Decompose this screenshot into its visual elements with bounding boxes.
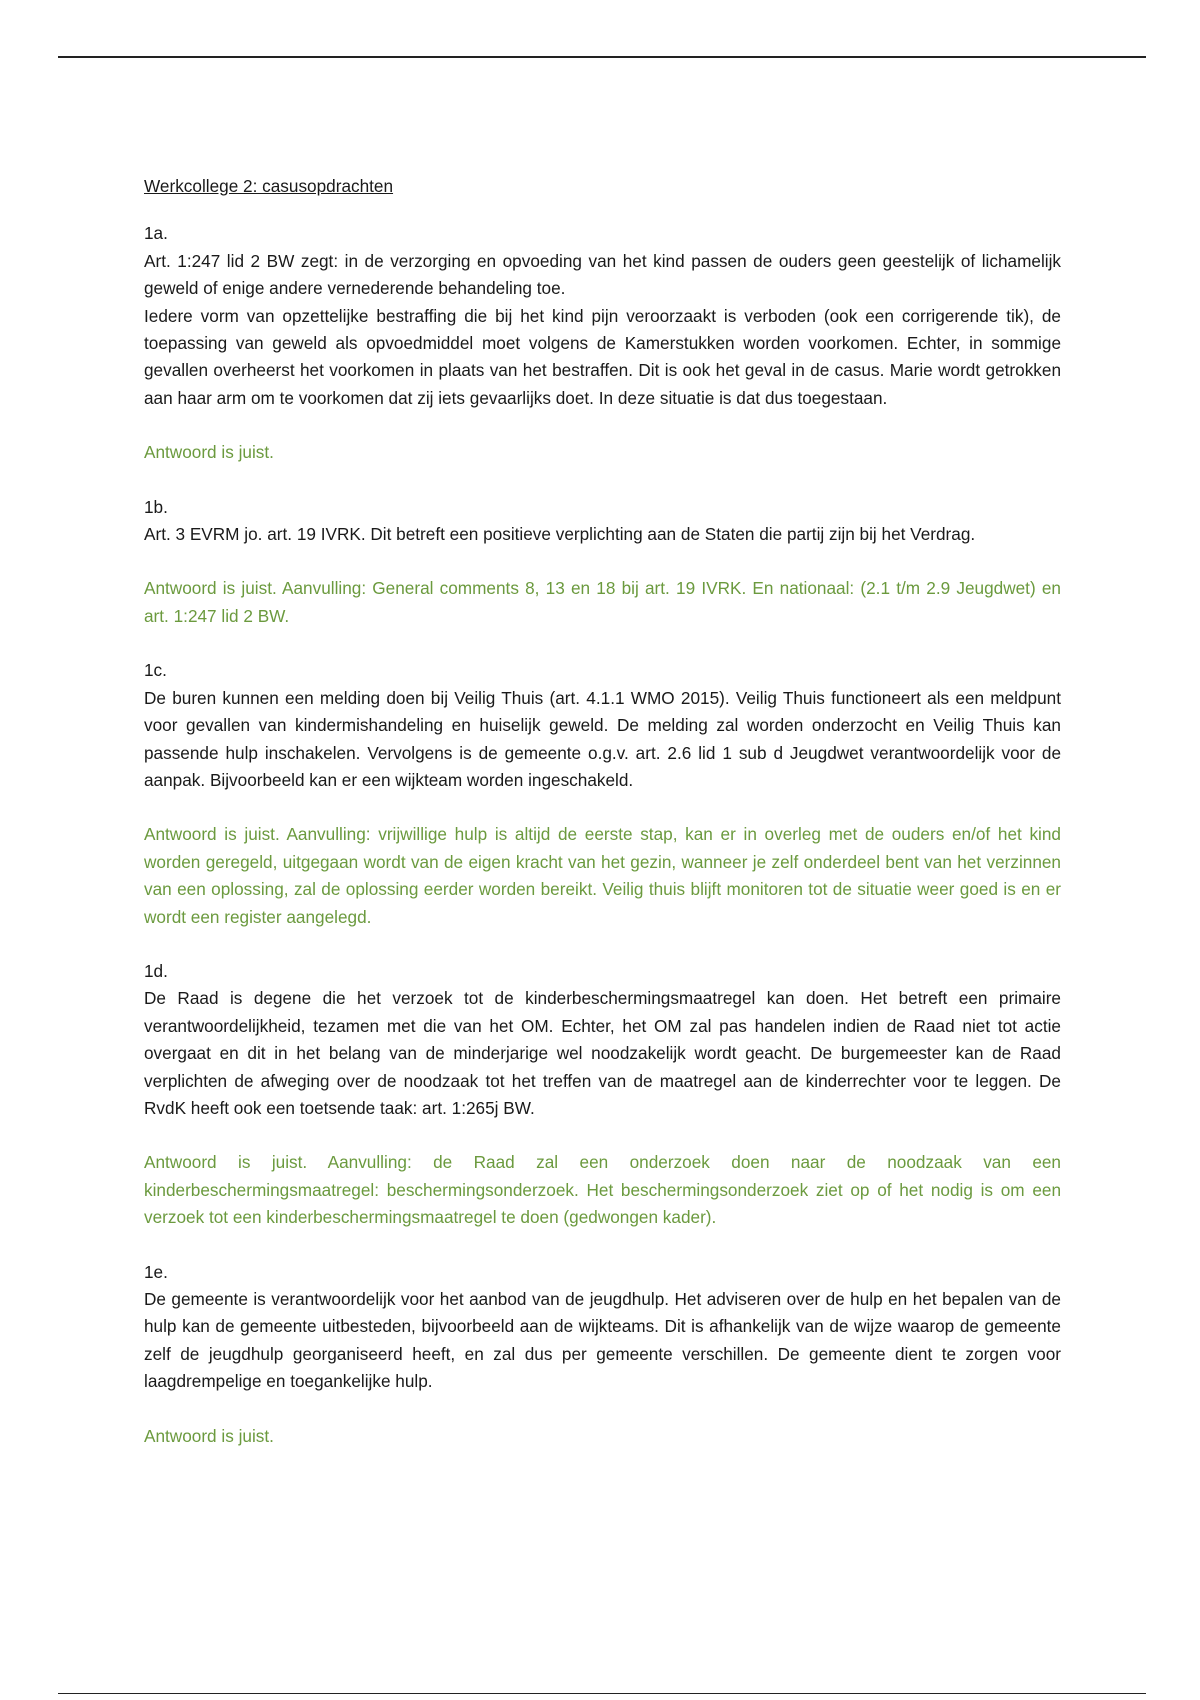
section-1b bbox=[144, 494, 1061, 631]
section-1e bbox=[144, 1259, 1061, 1450]
section-label: 1d. bbox=[144, 960, 168, 981]
section-label: 1b. bbox=[144, 496, 168, 517]
section-1c bbox=[144, 657, 1061, 931]
document-page bbox=[144, 173, 1061, 1450]
answer-feedback: Antwoord is juist. Aanvulling: vrijwillige hulp is altijd de eerste stap, kan er in overleg met de ouders en/of het kind worden geregeld, uitgegaan wordt van de eigen kracht van het gezin, wanneer je zelf onderdeel bent van het verzinnen van een oplossing, zal de oplossing eerder worden bereikt. Veilig thuis blijft monitoren tot de situatie weer goed is en er wordt een register aangelegd. bbox=[144, 824, 1061, 927]
document-title: Werkcollege 2: casusopdrachten bbox=[144, 176, 394, 196]
section-label: 1c. bbox=[144, 660, 167, 681]
section-paragraph: Art. 3 EVRM jo. art. 19 IVRK. Dit betreft een positieve verplichting aan de Staten die partij zijn bij het Verdrag. bbox=[144, 524, 976, 545]
section-paragraph: De gemeente is verantwoordelijk voor het aanbod van de jeugdhulp. Het adviseren over de hulp en het bepalen van de hulp kan de gemeente uitbesteden, bijvoorbeeld aan de wijkteams. Dit is afhankelijk van de wijze waarop de gemeente zelf de jeugdhulp georganiseerd heeft, en zal dus per gemeente verschillen. De gemeente dient te zorgen voor laagdrempelige en toegankelijke hulp. bbox=[144, 1289, 1061, 1392]
section-label: 1a. bbox=[144, 223, 168, 244]
section-label: 1e. bbox=[144, 1261, 168, 1282]
answer-feedback: Antwoord is juist. Aanvulling: General comments 8, 13 en 18 bij art. 19 IVRK. En nationaal: (2.1 t/m 2.9 Jeugdwet) en art. 1:247 lid 2 BW. bbox=[144, 578, 1061, 626]
section-paragraph: Iedere vorm van opzettelijke bestraffing die bij het kind pijn veroorzaakt is verboden (ook een corrigerende tik), de toepassing van geweld als opvoedmiddel moet volgens de Kamerstukken worden voorkomen. Echter, in sommige gevallen overheerst het voorkomen in plaats van het bestraffen. Dit is ook het geval in de casus. Marie wordt getrokken aan haar arm om te voorkomen dat zij iets gevaarlijks doet. In deze situatie is dat dus toegestaan. bbox=[144, 305, 1061, 408]
section-1a bbox=[144, 220, 1061, 466]
answer-feedback: Antwoord is juist. Aanvulling: de Raad zal een onderzoek doen naar de noodzaak van een kinderbeschermingsmaatregel: beschermingsonderzoek. Het beschermingsonderzoek ziet op of het nodig is om een verzoek tot een kinderbeschermingsmaatregel te doen (gedwongen kader). bbox=[144, 1152, 1061, 1228]
section-paragraph: Art. 1:247 lid 2 BW zegt: in de verzorging en opvoeding van het kind passen de ouders geen geestelijk of lichamelijk geweld of enige andere vernederende behandeling toe. bbox=[144, 250, 1061, 299]
section-paragraph: De Raad is degene die het verzoek tot de kinderbeschermingsmaatregel kan doen. Het betreft een primaire verantwoordelijkheid, tezamen met die van het OM. Echter, het OM zal pas handelen indien de Raad niet tot actie overgaat en dit in het belang van de minderjarige wel noodzakelijk wordt geacht. De burgemeester kan de Raad verplichten de afweging over de noodzaak tot het treffen van de maatregel aan de kinderrechter voor te leggen. De RvdK heeft ook een toetsende taak: art. 1:265j BW. bbox=[144, 988, 1061, 1118]
section-paragraph: De buren kunnen een melding doen bij Veilig Thuis (art. 4.1.1 WMO 2015). Veilig Thuis functioneert als een meldpunt voor gevallen van kindermishandeling en huiselijk geweld. De melding zal worden onderzocht en Veilig Thuis kan passende hulp inschakelen. Vervolgens is de gemeente o.g.v. art. 2.6 lid 1 sub d Jeugdwet verantwoordelijk voor de aanpak. Bijvoorbeeld kan er een wijkteam worden ingeschakeld. bbox=[144, 687, 1061, 790]
footer-rule bbox=[58, 1693, 1146, 1694]
section-1d bbox=[144, 958, 1061, 1232]
header-rule bbox=[58, 56, 1146, 58]
answer-feedback: Antwoord is juist. bbox=[144, 442, 274, 463]
answer-feedback: Antwoord is juist. bbox=[144, 1425, 274, 1446]
